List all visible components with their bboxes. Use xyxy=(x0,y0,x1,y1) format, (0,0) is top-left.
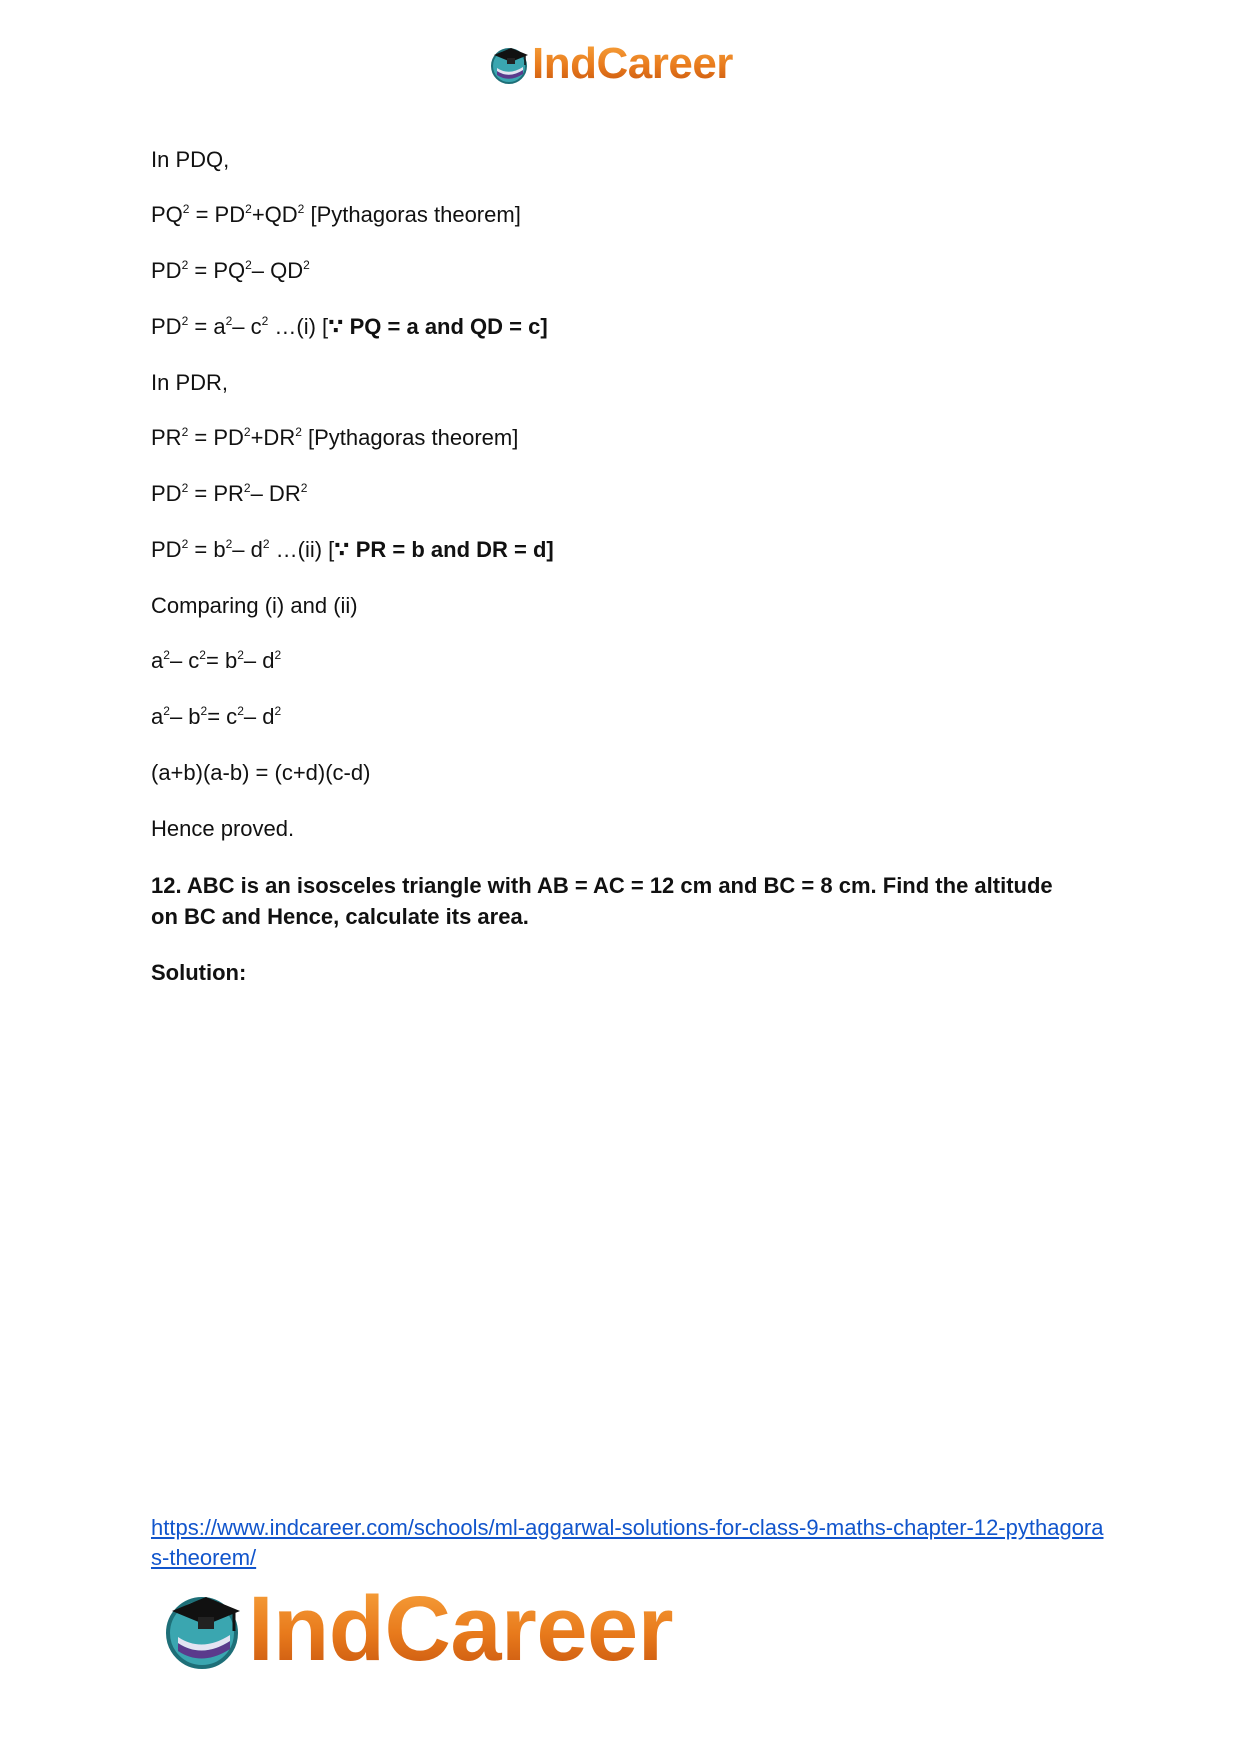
superscript: 2 xyxy=(243,425,251,439)
superscript: 2 xyxy=(300,481,308,495)
superscript: 2 xyxy=(199,648,206,662)
superscript: 2 xyxy=(225,537,233,551)
text-run: = PD xyxy=(188,425,244,450)
text-run: – DR xyxy=(250,481,301,506)
text-run: – c xyxy=(232,314,262,339)
superscript: 2 xyxy=(181,537,189,551)
text-run: = a xyxy=(188,314,226,339)
brand-name: IndCareer xyxy=(248,1578,673,1680)
text-line xyxy=(151,646,281,676)
text-run: – QD xyxy=(251,258,304,283)
text-run: a xyxy=(151,648,164,673)
superscript: 2 xyxy=(295,425,302,439)
text-line xyxy=(151,591,358,621)
text-line xyxy=(151,479,307,509)
bold-text: ∵ PQ = a and QD = c] xyxy=(328,314,548,339)
superscript: 2 xyxy=(163,648,170,662)
superscript: 2 xyxy=(182,202,190,216)
text-run: = b xyxy=(188,537,226,562)
superscript: 2 xyxy=(237,704,244,718)
superscript: 2 xyxy=(245,258,252,272)
text-line xyxy=(151,423,518,453)
superscript: 2 xyxy=(181,258,189,272)
text-run: PQ xyxy=(151,202,183,227)
brand-logo-footer xyxy=(160,1578,673,1680)
superscript: 2 xyxy=(262,537,270,551)
text-run: In PDR, xyxy=(151,370,229,395)
text-run: – d xyxy=(232,537,263,562)
text-line xyxy=(151,702,281,732)
superscript: 2 xyxy=(245,202,252,216)
text-run: [Pythagoras theorem] xyxy=(304,202,521,227)
text-run: PD xyxy=(151,314,182,339)
superscript: 2 xyxy=(225,314,233,328)
text-run: – c xyxy=(169,648,200,673)
brand-logo-header xyxy=(488,39,733,88)
graduation-cap-globe-books-icon xyxy=(488,43,530,85)
text-line xyxy=(151,535,554,565)
text-run: = PR xyxy=(188,481,244,506)
footer-link[interactable]: https://www.indcareer.com/schools/ml-aggarwal-solutions-for-class-9-maths-chapter-12-pythagoras-theorem/ xyxy=(151,1515,1104,1570)
superscript: 2 xyxy=(243,481,251,495)
text-run: PD xyxy=(151,537,182,562)
text-run: +DR xyxy=(250,425,296,450)
text-run: PR xyxy=(151,425,182,450)
text-run: = b xyxy=(205,648,238,673)
text-run: Hence proved. xyxy=(151,816,295,841)
superscript: 2 xyxy=(261,314,269,328)
superscript: 2 xyxy=(181,425,189,439)
graduation-cap-globe-books-icon xyxy=(160,1587,244,1671)
text-run: – d xyxy=(243,704,275,729)
text-run: In PDQ, xyxy=(151,147,230,172)
text-run: +QD xyxy=(251,202,298,227)
text-run: …(ii) [ xyxy=(269,537,335,562)
text-run: [Pythagoras theorem] xyxy=(301,425,519,450)
text-run: = PD xyxy=(189,202,246,227)
text-run: – b xyxy=(169,704,201,729)
text-run: Comparing (i) and (ii) xyxy=(151,593,358,618)
text-line xyxy=(151,312,548,342)
text-line xyxy=(151,145,229,175)
superscript: 2 xyxy=(297,202,305,216)
bold-text: ∵ PR = b and DR = d] xyxy=(334,537,554,562)
superscript: 2 xyxy=(303,258,310,272)
text-run: – d xyxy=(243,648,275,673)
text-line xyxy=(151,814,294,844)
text-line xyxy=(151,200,521,230)
text-run: = PQ xyxy=(188,258,246,283)
superscript: 2 xyxy=(200,704,208,718)
superscript: 2 xyxy=(181,481,189,495)
superscript: 2 xyxy=(237,648,244,662)
text-line xyxy=(151,368,228,398)
text-run: a xyxy=(151,704,164,729)
text-line xyxy=(151,256,310,286)
superscript: 2 xyxy=(274,648,282,662)
text-run: = c xyxy=(207,704,238,729)
question-12: 12. ABC is an isosceles triangle with AB = AC = 12 cm and BC = 8 cm. Find the altitude on BC and Hence, calculate its area. xyxy=(151,873,1053,929)
brand-name: IndCareer xyxy=(532,39,733,88)
superscript: 2 xyxy=(274,704,282,718)
solution-label: Solution: xyxy=(151,960,247,985)
text-line xyxy=(151,758,370,788)
superscript: 2 xyxy=(163,704,170,718)
superscript: 2 xyxy=(181,314,189,328)
text-run: PD xyxy=(151,258,182,283)
text-run: (a+b)(a-b) = (c+d)(c-d) xyxy=(151,760,371,785)
text-run: …(i) [ xyxy=(268,314,329,339)
text-run: PD xyxy=(151,481,182,506)
